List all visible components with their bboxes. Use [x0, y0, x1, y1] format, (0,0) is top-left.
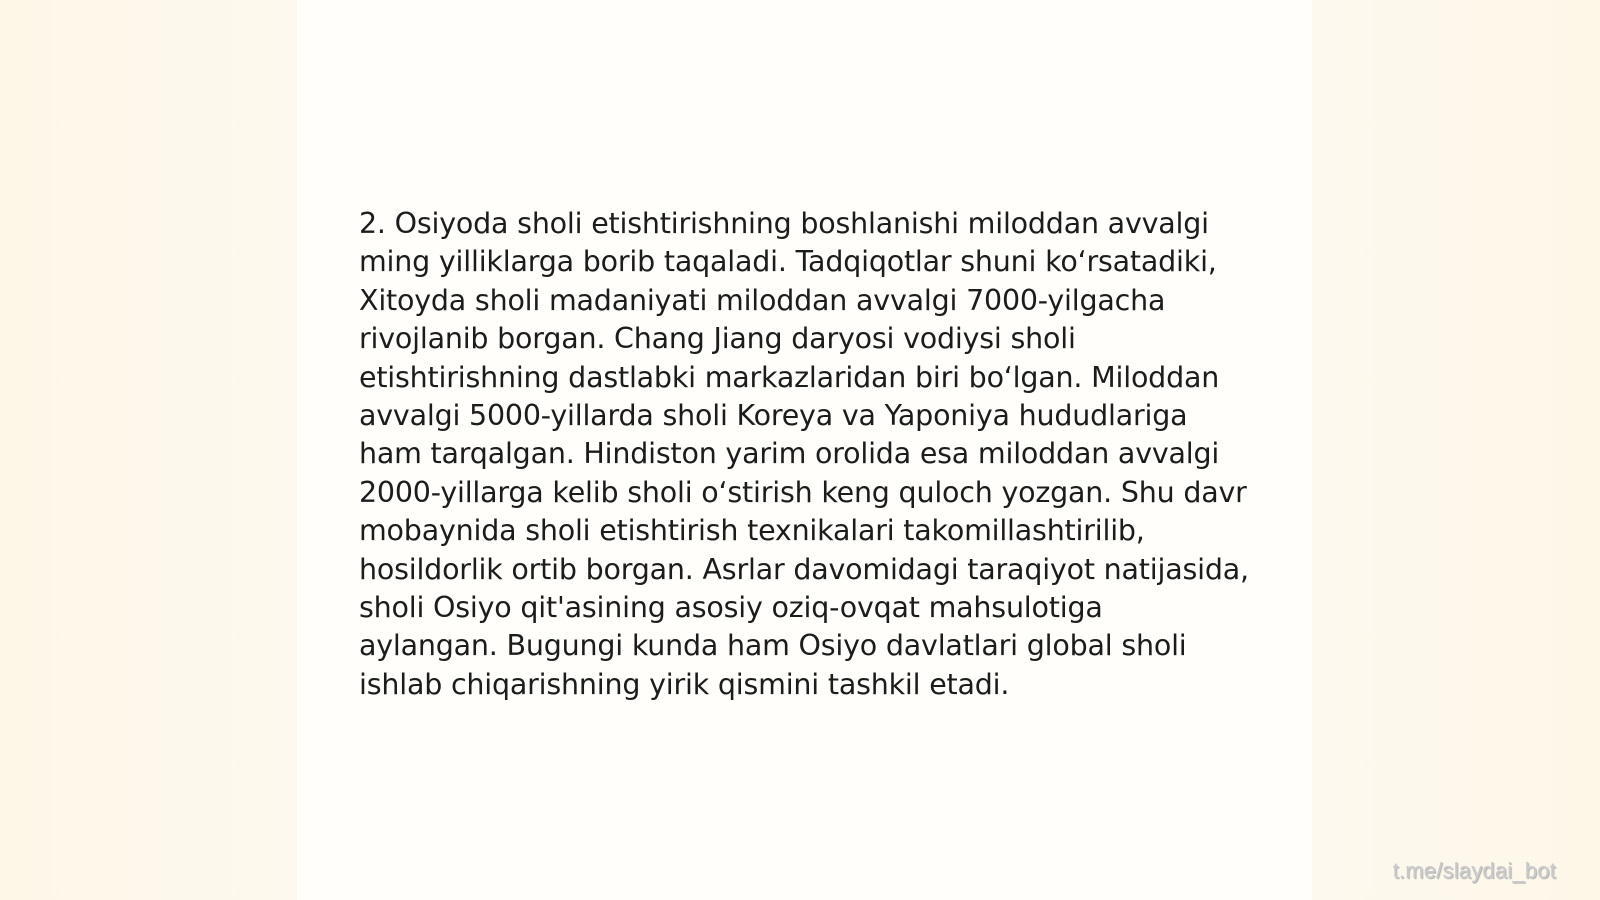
watermark-text: t.me/slaydai_bot	[1392, 858, 1556, 883]
background-right-panel	[1312, 0, 1600, 900]
slide-canvas	[297, 0, 1312, 900]
background-left-panel	[0, 0, 297, 900]
slide-body-paragraph: 2. Osiyoda sholi etishtirishning boshlanishi miloddan avvalgi ming yilliklarga borib taqaladi. Tadqiqotlar shuni koʻrsatadiki, Xitoyda sholi madaniyati miloddan avvalgi 7000-yilgacha rivojlanib borgan. Chang Jiang daryosi vodiysi sholi etishtirishning dastlabki markazlaridan biri boʻlgan. Miloddan avvalgi 5000-yillarda sholi Koreya va Yaponiya hududlariga ham tarqalgan. Hindiston yarim orolida esa miloddan avvalgi 2000-yillarga kelib sholi oʻstirish keng quloch yozgan. Shu davr mobaynida sholi etishtirish texnikalari takomillashtirilib, hosildorlik ortib borgan. Asrlar davomidagi taraqiyot natijasida, sholi Osiyo qit'asining asosiy oziq-ovqat mahsulotiga aylangan. Bugungi kunda ham Osiyo davlatlari global sholi ishlab chiqarishning yirik qismini tashkil etadi.	[359, 207, 1249, 701]
